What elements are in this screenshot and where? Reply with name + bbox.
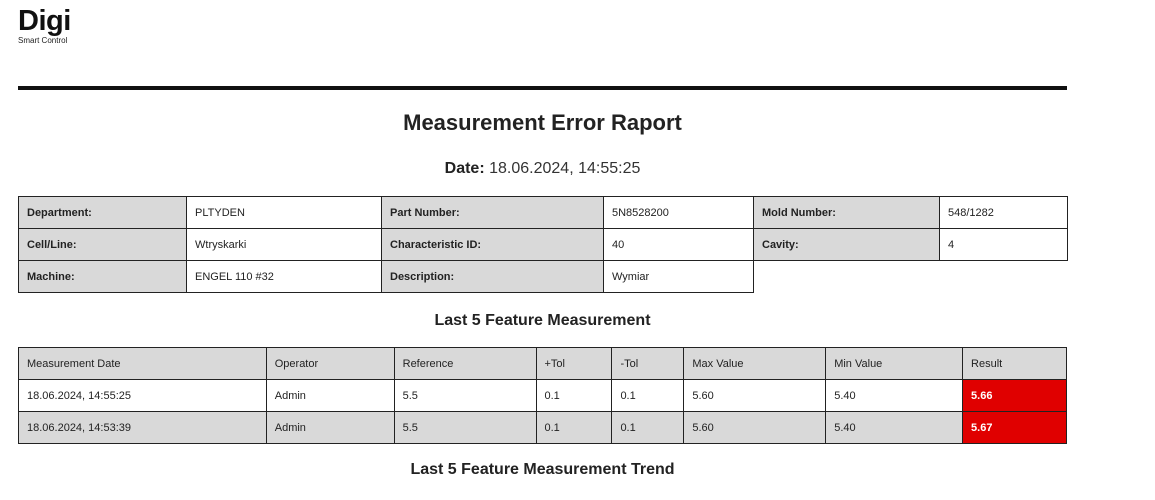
cell-minus-tol: 0.1: [612, 380, 684, 412]
table-header-row: [19, 348, 1067, 380]
empty-cell: [754, 261, 940, 293]
header-divider: [18, 86, 1067, 90]
report-date: [18, 160, 1067, 178]
column-header: Reference: [394, 348, 536, 380]
empty-cell: [940, 261, 1068, 293]
column-header: -Tol: [612, 348, 684, 380]
cell-line-label: Cell/Line:: [19, 229, 187, 261]
cell-min-value: 5.40: [826, 412, 963, 444]
cell-max-value: 5.60: [684, 380, 826, 412]
part-number-label: Part Number:: [382, 197, 604, 229]
cell-reference: 5.5: [394, 412, 536, 444]
cell-date: 18.06.2024, 14:55:25: [19, 380, 267, 412]
mold-number-label: Mold Number:: [754, 197, 940, 229]
report-date-value: 18.06.2024, 14:55:25: [489, 160, 641, 177]
measurements-table: [18, 347, 1067, 444]
column-header: Result: [963, 348, 1067, 380]
description-label: Description:: [382, 261, 604, 293]
cell-reference: 5.5: [394, 380, 536, 412]
column-header: +Tol: [536, 348, 612, 380]
cavity-value: 4: [940, 229, 1068, 261]
report-title: Measurement Error Raport: [403, 110, 682, 135]
department-value: PLTYDEN: [187, 197, 382, 229]
info-row: [19, 261, 1068, 293]
cell-result: 5.67: [963, 412, 1067, 444]
characteristic-id-label: Characteristic ID:: [382, 229, 604, 261]
table-row: [19, 380, 1067, 412]
characteristic-id-value: 40: [604, 229, 754, 261]
logo: [18, 6, 71, 45]
machine-label: Machine:: [19, 261, 187, 293]
cell-line-value: Wtryskarki: [187, 229, 382, 261]
report-date-label: Date:: [444, 160, 485, 177]
machine-value: ENGEL 110 #32: [187, 261, 382, 293]
measurements-title: Last 5 Feature Measurement: [434, 312, 651, 329]
cell-result: 5.66: [963, 380, 1067, 412]
trend-title: Last 5 Feature Measurement Trend: [410, 461, 675, 478]
mold-number-value: 548/1282: [940, 197, 1068, 229]
column-header: Operator: [266, 348, 394, 380]
cell-max-value: 5.60: [684, 412, 826, 444]
table-row: [19, 412, 1067, 444]
cell-minus-tol: 0.1: [612, 412, 684, 444]
column-header: Max Value: [684, 348, 826, 380]
cell-operator: Admin: [266, 412, 394, 444]
column-header: Min Value: [826, 348, 963, 380]
cell-plus-tol: 0.1: [536, 412, 612, 444]
cell-date: 18.06.2024, 14:53:39: [19, 412, 267, 444]
column-header: Measurement Date: [19, 348, 267, 380]
info-table: [18, 196, 1068, 293]
info-row: [19, 229, 1068, 261]
cell-operator: Admin: [266, 380, 394, 412]
info-row: [19, 197, 1068, 229]
department-label: Department:: [19, 197, 187, 229]
part-number-value: 5N8528200: [604, 197, 754, 229]
description-value: Wymiar: [604, 261, 754, 293]
cell-min-value: 5.40: [826, 380, 963, 412]
cell-plus-tol: 0.1: [536, 380, 612, 412]
cavity-label: Cavity:: [754, 229, 940, 261]
logo-tagline: Smart Control: [18, 36, 68, 45]
logo-name: Digi: [18, 5, 71, 37]
